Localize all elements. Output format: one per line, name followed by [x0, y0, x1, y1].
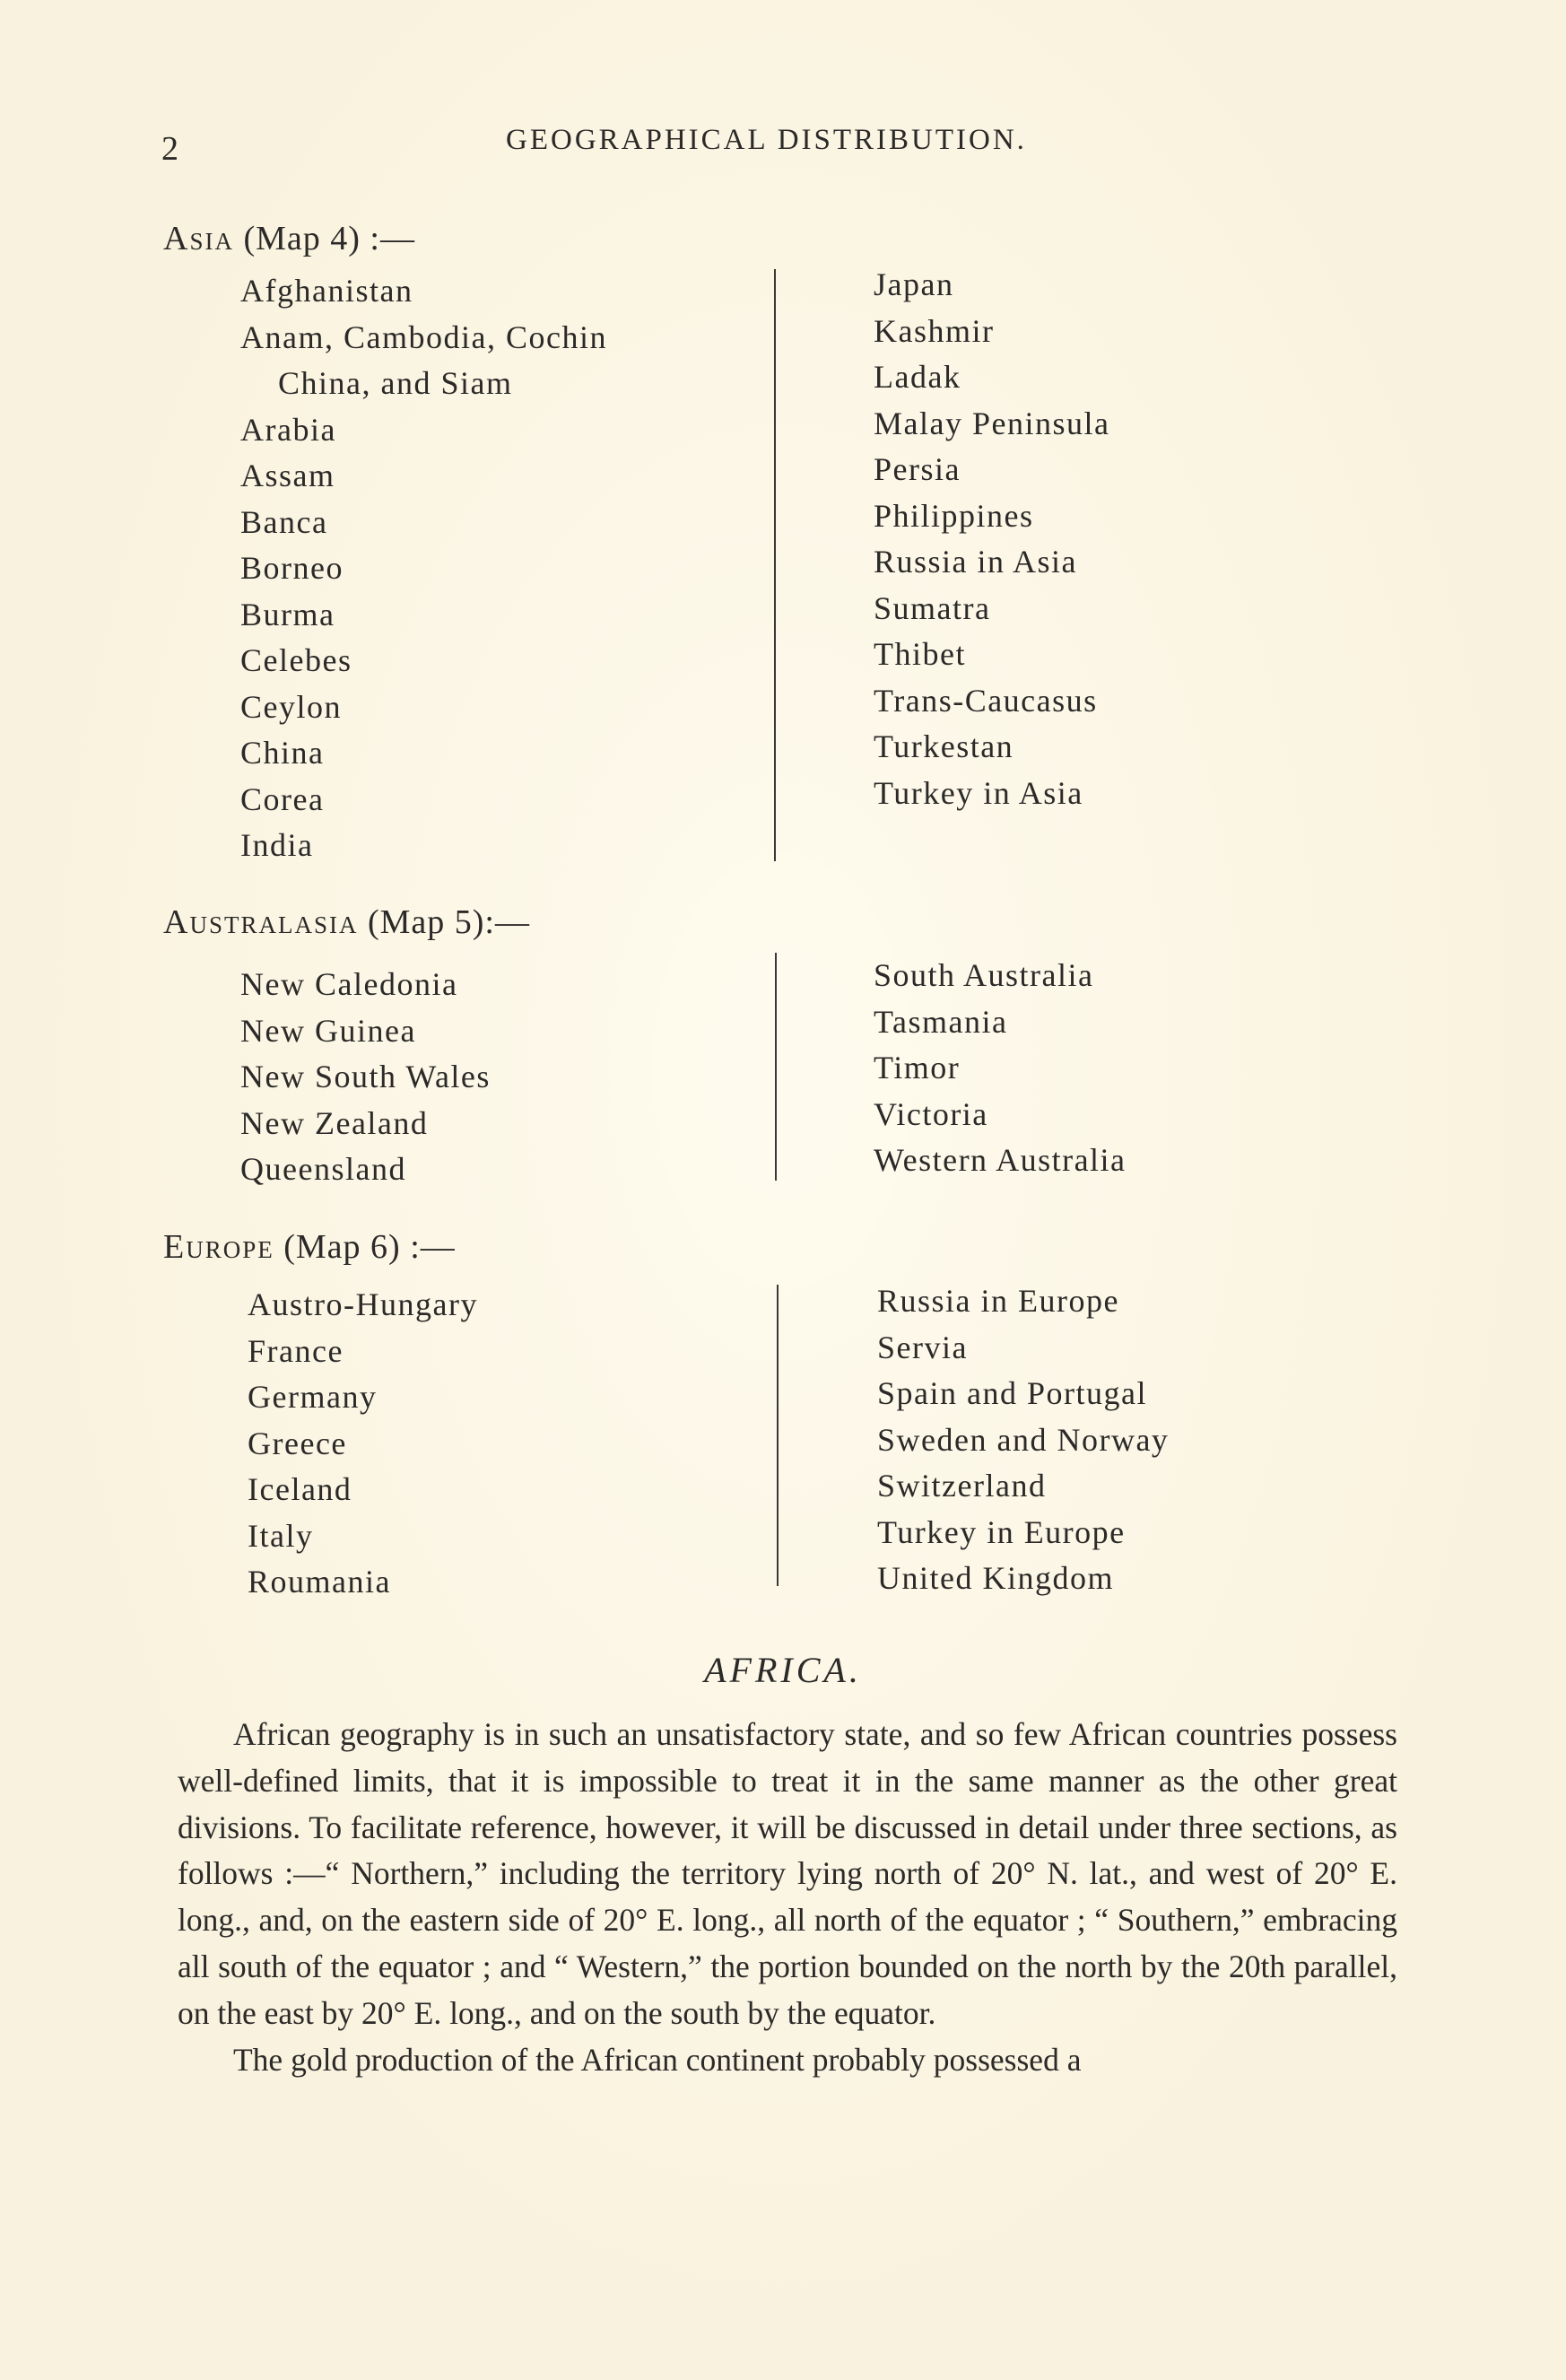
list-item: Thibet — [874, 636, 966, 672]
column-divider — [774, 269, 776, 861]
list-item: Victoria — [874, 1095, 988, 1132]
page-number: 2 — [161, 130, 179, 168]
list-item: Assam — [240, 458, 335, 493]
asia-heading — [163, 219, 415, 258]
list-item: Italy — [248, 1517, 314, 1554]
list-item: Iceland — [248, 1471, 352, 1507]
list-item: Greece — [248, 1425, 347, 1461]
list-item: Kashmir — [874, 312, 995, 349]
list-item: New Zealand — [240, 1104, 429, 1141]
europe-left-column — [248, 1282, 478, 1606]
list-item: China — [240, 735, 325, 771]
column-divider — [777, 1285, 779, 1586]
australasia-left-column — [240, 962, 491, 1193]
list-item: Ladak — [874, 359, 961, 395]
list-item: New Guinea — [240, 1012, 416, 1049]
list-item: Anam, Cambodia, Cochin — [240, 318, 607, 355]
list-item: Turkey in Asia — [874, 774, 1083, 811]
list-item: Roumania — [248, 1564, 391, 1600]
list-item: Ceylon — [240, 688, 342, 725]
list-item: Sumatra — [874, 589, 991, 626]
list-item: Tasmania — [874, 1003, 1008, 1040]
list-item: Russia in Europe — [877, 1283, 1119, 1319]
list-item: Turkestan — [874, 728, 1014, 764]
list-item: Germany — [248, 1379, 378, 1415]
africa-body — [178, 1712, 1397, 2083]
list-item: Malay Peninsula — [874, 405, 1110, 441]
list-item: Servia — [877, 1329, 968, 1365]
asia-right-column — [874, 262, 1109, 816]
list-item: Persia — [874, 451, 961, 487]
europe-heading-map: (Map 6) :— — [283, 1228, 456, 1266]
list-item: Burma — [240, 596, 335, 632]
asia-heading-name: Asia — [163, 220, 234, 257]
list-item: Borneo — [240, 550, 344, 586]
running-head — [161, 124, 1417, 174]
list-item: China, and Siam — [278, 365, 513, 401]
list-item: Austro-Hungary — [248, 1286, 478, 1322]
list-item: Afghanistan — [240, 273, 413, 309]
column-divider — [775, 953, 777, 1181]
list-item: Philippines — [874, 497, 1034, 534]
list-item: India — [240, 827, 314, 863]
europe-right-column — [877, 1278, 1169, 1602]
list-item: Spain and Portugal — [877, 1375, 1147, 1411]
list-item: Queensland — [240, 1151, 406, 1187]
list-item: Russia in Asia — [874, 544, 1078, 580]
asia-heading-map: (Map 4) :— — [243, 220, 415, 257]
list-item: Trans-Caucasus — [874, 682, 1098, 719]
list-item: Timor — [874, 1050, 961, 1085]
africa-paragraph: African geography is in such an unsatisfactory state, and so few African countries possess well-defined limits, that it is impossible to treat it in the same manner as the other great divisions. To facilitate reference, however, it will be discussed in detail under three sections, as follows :—“ Northern,” including the territory lying north of 20° N. lat., and west of 20° E. long., and, on the eastern side of 20° E. long., all north of the equator ; “ Southern,” embracing all south of the equator ; and “ Western,” the portion bounded on the north by the 20th parallel, on the east by 20° E. long., and on the south by the equator. — [178, 1716, 1397, 2031]
list-item: Switzerland — [877, 1468, 1047, 1504]
running-head-title: GEOGRAPHICAL DISTRIBUTION. — [506, 124, 1027, 156]
list-item: Banca — [240, 503, 328, 540]
australasia-heading — [163, 902, 530, 942]
list-item: France — [248, 1332, 344, 1369]
list-item: Arabia — [240, 411, 336, 448]
list-item: South Australia — [874, 957, 1094, 993]
europe-heading — [163, 1227, 456, 1267]
list-item: Corea — [240, 780, 325, 817]
europe-heading-name: Europe — [163, 1228, 274, 1266]
asia-left-column — [240, 268, 607, 869]
list-item: United Kingdom — [877, 1560, 1114, 1596]
africa-section-title: AFRICA. — [704, 1650, 862, 1690]
list-item: Celebes — [240, 642, 352, 678]
africa-paragraph: The gold production of the African continent probably possessed a — [233, 2041, 1082, 2078]
australasia-heading-map: (Map 5):— — [367, 903, 530, 941]
list-item: Sweden and Norway — [877, 1421, 1170, 1458]
list-item: New South Wales — [240, 1059, 491, 1094]
australasia-right-column — [874, 953, 1127, 1184]
list-item: Japan — [874, 266, 954, 302]
list-item: New Caledonia — [240, 966, 458, 1002]
list-item: Turkey in Europe — [877, 1513, 1126, 1550]
list-item: Western Australia — [874, 1142, 1127, 1178]
australasia-heading-name: Australasia — [163, 903, 359, 941]
